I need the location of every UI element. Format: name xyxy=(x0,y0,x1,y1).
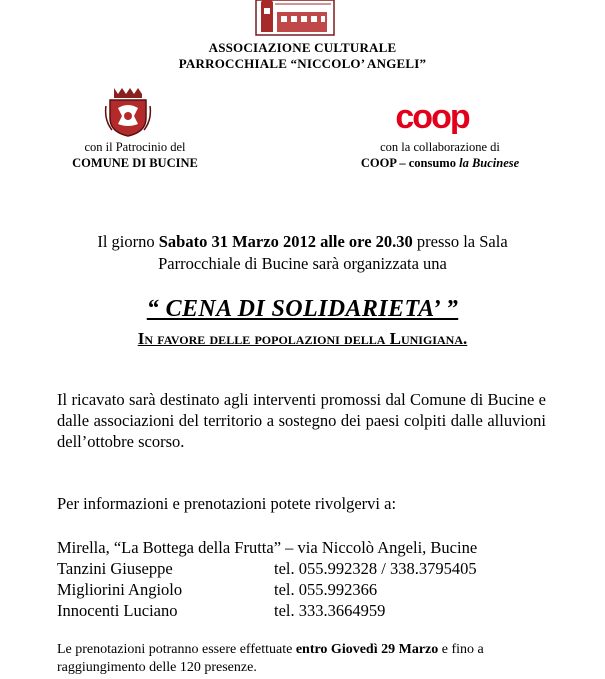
intro-text-1: Il giorno xyxy=(97,232,159,251)
event-subtitle: In favore delle popolazioni della Lunigiana. xyxy=(137,329,468,348)
contact-first-line: Mirella, “La Bottega della Frutta” – via Niccolò Angeli, Bucine xyxy=(57,538,478,557)
contact-name: Innocenti Luciano xyxy=(57,601,178,620)
association-line-1: ASSOCIAZIONE CULTURALE xyxy=(208,40,397,55)
contact-phone: tel. 055.992328 / 338.3795405 xyxy=(274,559,477,578)
contact-phone: tel. 055.992366 xyxy=(274,580,378,599)
contact-row xyxy=(57,580,378,600)
note-deadline: entro Giovedì 29 Marzo xyxy=(295,642,439,657)
coop-logo-text: coop xyxy=(395,100,469,134)
contact-phone: tel. 333.3664959 xyxy=(274,601,386,620)
coop-logo xyxy=(392,100,472,134)
patronage-line-1: con il Patrocinio del xyxy=(84,140,186,154)
intro-line-2: Parrocchiale di Bucine sarà organizzata una xyxy=(158,254,447,273)
coat-of-arms-icon xyxy=(104,86,152,138)
body-paragraph: Il ricavato sarà destinato agli interventi promossi dal Comune di Bucine e dalle associazioni del territorio a sostegno dei paesi colpiti dalle alluvioni dell’ottobre scorso. xyxy=(57,390,546,451)
contact-name: Tanzini Giuseppe xyxy=(57,559,173,578)
collaboration-line-2 xyxy=(335,155,545,171)
event-title: “ CENA DI SOLIDARIETA’ ” xyxy=(146,296,459,322)
note-text-1: Le prenotazioni potranno essere effettuate xyxy=(57,642,296,657)
intro-line-1 xyxy=(0,231,605,253)
collaboration-line-2-main: COOP – consumo xyxy=(360,156,460,170)
event-date: Sabato 31 Marzo 2012 alle ore 20.30 xyxy=(158,232,413,251)
event-intro xyxy=(0,231,605,275)
patronage-text xyxy=(40,139,230,171)
church-illustration-icon xyxy=(255,0,335,36)
contact-row xyxy=(57,601,386,621)
association-line-2: PARROCCHIALE “NICCOLO’ ANGELI” xyxy=(178,56,427,71)
booking-note xyxy=(57,641,552,677)
collaboration-line-1: con la collaborazione di xyxy=(380,140,500,154)
contact-row xyxy=(57,559,477,579)
contact-name: Migliorini Angiolo xyxy=(57,580,183,599)
collaboration-line-2-italic: la Bucinese xyxy=(459,156,520,170)
contacts-intro: Per informazioni e prenotazioni potete rivolgervi a: xyxy=(57,494,397,513)
patronage-line-2: COMUNE DI BUCINE xyxy=(72,156,198,170)
collaboration-text xyxy=(335,139,545,171)
intro-text-2: presso la Sala xyxy=(412,232,508,251)
association-name xyxy=(0,40,605,72)
note-text-2: e fino a raggiungimento delle 120 presenze. xyxy=(57,642,484,675)
